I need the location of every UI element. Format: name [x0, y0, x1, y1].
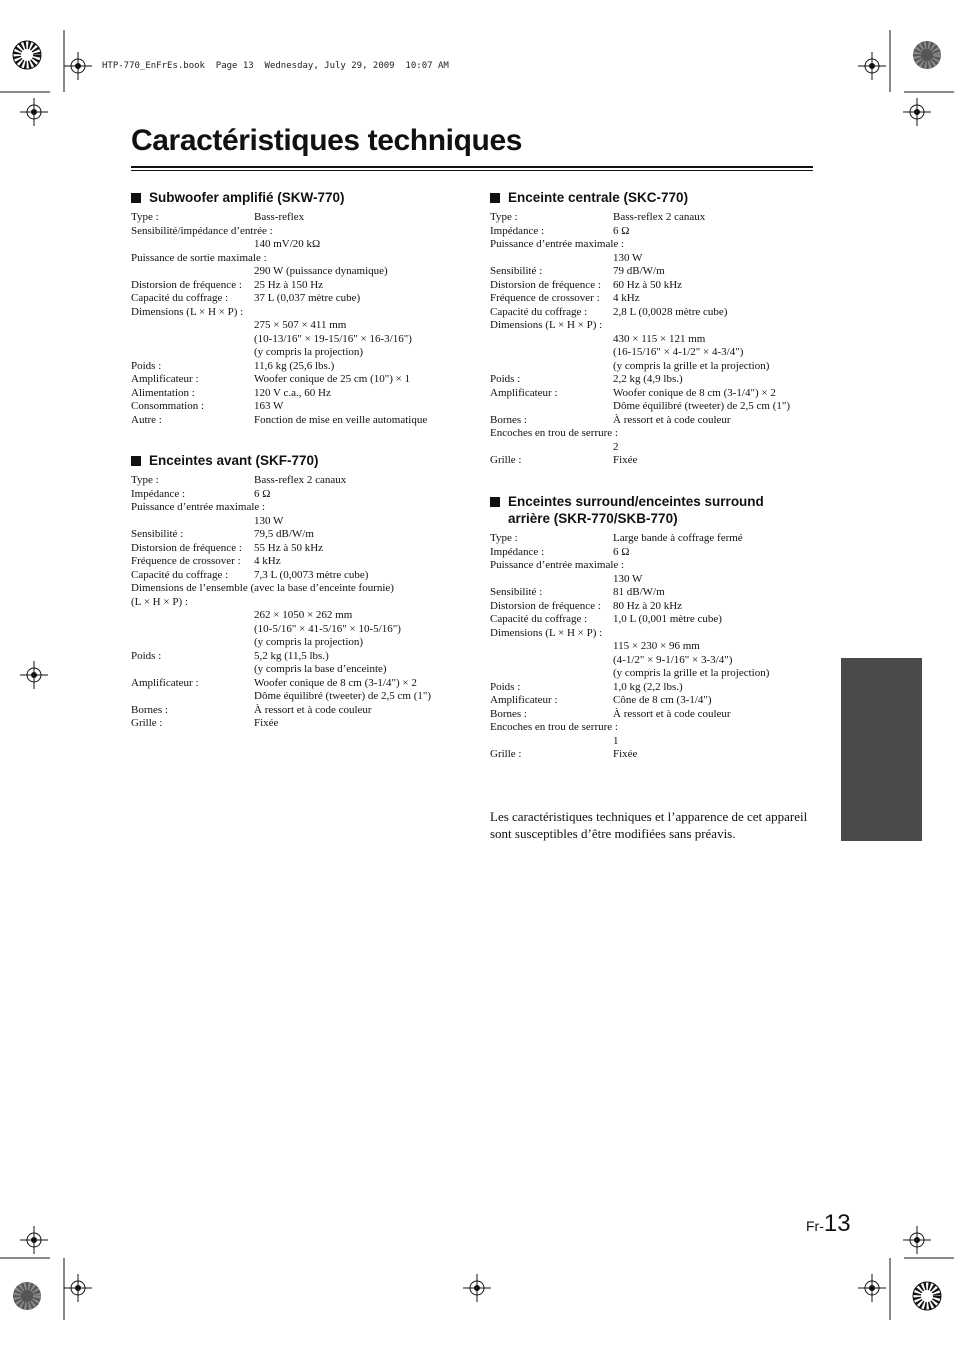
spec-row [490, 373, 820, 387]
spec-row [490, 586, 800, 600]
spec-row [131, 555, 461, 569]
spec-row [490, 546, 800, 560]
spec-value: Bass-reflex [254, 211, 305, 223]
spec-row-continuation: (y compris la projection) [254, 346, 364, 358]
spec-label: Poids : [131, 649, 162, 662]
spec-row-continuation: (16-15/16" × 4-1/2" × 4-3/4") [613, 346, 744, 358]
spec-value: 60 Hz à 50 kHz [613, 278, 683, 291]
spec-row-continuation: 115 × 230 × 96 mm [613, 640, 700, 652]
spec-row-continuation: Dôme équilibré (tweeter) de 2,5 cm (1") [254, 690, 432, 702]
disclaimer-note: Les caractéristiques techniques et l’apparence de cet appareil sont susceptibles d’être modifiées sans préavis. [490, 809, 808, 841]
spec-row [131, 279, 461, 293]
spec-row-continuation: 1 [613, 734, 619, 747]
spec-label: Fréquence de crossover : [131, 555, 241, 567]
spec-value: 2,8 L (0,0028 mètre cube) [613, 305, 728, 318]
spec-row [131, 650, 461, 664]
spec-row-label: Encoches en trou de serrure : [490, 721, 618, 733]
registration-mark-icon [903, 1226, 931, 1254]
spec-label: Impédance : [490, 224, 545, 237]
spec-list [490, 532, 800, 762]
spec-value: 25 Hz à 150 Hz [254, 278, 324, 291]
spec-value: 79 dB/W/m [613, 265, 665, 277]
registration-mark-icon [20, 98, 48, 126]
spec-label: Grille : [490, 454, 522, 466]
spec-row-continuation: 275 × 507 × 411 mm [254, 319, 347, 331]
spec-value: Bass-reflex 2 canaux [254, 474, 347, 486]
spec-row-continuation: 290 W (puissance dynamique) [254, 265, 388, 277]
spec-label: Capacité du coffrage : [131, 292, 229, 304]
spec-row [490, 279, 820, 293]
spec-value: À ressort et à code couleur [254, 703, 372, 716]
spec-row-label: Dimensions (L × H × P) : [490, 319, 603, 331]
spec-row [131, 704, 461, 718]
spec-row-label: Sensibilité/impédance d’entrée : [131, 224, 273, 237]
spec-value: 1,0 kg (2,2 lbs.) [613, 680, 683, 693]
spec-label: Type : [490, 211, 518, 223]
spec-row [131, 542, 461, 556]
spec-row [131, 211, 461, 225]
spec-value: Fixée [254, 717, 279, 729]
spec-row-continuation: (4-1/2" × 9-1/16" × 3-3/4") [613, 653, 733, 666]
spec-label: Autre : [131, 413, 162, 426]
side-tab [841, 658, 922, 841]
spec-row [490, 708, 800, 722]
spec-label: Impédance : [131, 487, 186, 500]
spec-label: Impédance : [490, 545, 545, 558]
spec-row [131, 569, 461, 583]
spec-value: Large bande à coffrage fermé [613, 532, 743, 544]
spec-row [490, 306, 820, 320]
spec-row-label: Encoches en trou de serrure : [490, 427, 618, 439]
spec-row [131, 373, 461, 387]
spec-label: Amplificateur : [131, 373, 199, 385]
spec-row [490, 613, 800, 627]
spec-row [490, 211, 820, 225]
color-wheel-icon [912, 1281, 942, 1311]
spec-row [131, 474, 461, 488]
section-heading: Enceinte centrale (SKC-770) [490, 189, 820, 206]
spec-value: Woofer conique de 25 cm (10") × 1 [254, 373, 411, 385]
spec-value: 4 kHz [613, 292, 640, 304]
registration-mark-icon [463, 1274, 491, 1302]
section-front [131, 452, 461, 731]
spec-row-continuation: (y compris la grille et la projection) [613, 359, 770, 372]
spec-row [490, 387, 820, 401]
spec-row-continuation: Dôme équilibré (tweeter) de 2,5 cm (1") [613, 400, 791, 412]
spec-label: Poids : [490, 373, 521, 385]
spec-label: Sensibilité : [131, 528, 184, 540]
color-wheel-icon [12, 1281, 42, 1311]
spec-row-continuation: 130 W [613, 572, 643, 585]
spec-label: Consommation : [131, 400, 205, 412]
spec-row [131, 414, 461, 428]
page-number [806, 1210, 851, 1238]
spec-row [131, 677, 461, 691]
spec-label: Sensibilité : [490, 265, 543, 277]
spec-row-continuation: 130 W [254, 514, 284, 527]
section-surround [490, 493, 800, 762]
spec-label: Bornes : [490, 707, 527, 720]
spec-row-label: (L × H × P) : [131, 595, 188, 608]
spec-row-continuation: 430 × 115 × 121 mm [613, 332, 706, 345]
spec-value: 1,0 L (0,001 mètre cube) [613, 613, 722, 625]
spec-value: 163 W [254, 400, 284, 412]
spec-row-label: Puissance d’entrée maximale : [131, 501, 266, 513]
spec-row-label: Dimensions de l’ensemble (avec la base d’enceinte fournie) [131, 582, 394, 594]
spec-row-continuation: (10-5/16" × 41-5/16" × 10-5/16") [254, 622, 401, 635]
spec-row-continuation: (y compris la grille et la projection) [613, 667, 770, 679]
spec-label: Amplificateur : [131, 676, 199, 689]
spec-row [490, 265, 820, 279]
spec-row-continuation: (y compris la base d’enceinte) [254, 663, 387, 675]
page-number-value: 13 [823, 1210, 851, 1237]
registration-mark-icon [858, 52, 886, 80]
section-subwoofer [131, 189, 461, 427]
spec-value: 120 V c.a., 60 Hz [254, 386, 331, 399]
spec-row [131, 528, 461, 542]
spec-label: Alimentation : [131, 386, 195, 399]
spec-row [490, 748, 800, 762]
spec-row [131, 717, 461, 731]
page-title: Caractéristiques techniques [131, 124, 523, 157]
book-header: HTP-770_EnFrEs.book Page 13 Wednesday, July 29, 2009 10:07 AM [102, 61, 449, 71]
spec-row [490, 681, 800, 695]
registration-mark-icon [20, 1226, 48, 1254]
spec-row [131, 400, 461, 414]
section-heading: Enceintes surround/enceintes surround arrière (SKR-770/SKB-770) [490, 493, 800, 527]
spec-value: 7,3 L (0,0073 mètre cube) [254, 568, 369, 581]
page-prefix: Fr- [806, 1218, 824, 1234]
spec-label: Capacité du coffrage : [131, 568, 229, 581]
spec-value: Fonction de mise en veille automatique [254, 413, 428, 426]
spec-row-label: Puissance de sortie maximale : [131, 251, 267, 264]
spec-label: Amplificateur : [490, 694, 558, 706]
section-heading: Subwoofer amplifié (SKW-770) [131, 189, 461, 206]
spec-value: 81 dB/W/m [613, 586, 665, 598]
spec-value: Fixée [613, 748, 638, 760]
spec-label: Grille : [490, 748, 522, 760]
spec-list [131, 474, 461, 731]
registration-mark-icon [20, 661, 48, 689]
spec-row [490, 225, 820, 239]
spec-row [490, 600, 800, 614]
spec-label: Type : [490, 532, 518, 544]
spec-row-label: Dimensions (L × H × P) : [131, 305, 244, 318]
spec-row [490, 532, 800, 546]
spec-row [490, 694, 800, 708]
spec-value: 6 Ω [254, 487, 271, 500]
spec-row [131, 360, 461, 374]
spec-row-continuation: 2 [613, 440, 619, 453]
spec-row-label: Puissance d’entrée maximale : [490, 559, 625, 571]
spec-value: 6 Ω [613, 224, 630, 237]
spec-label: Distorsion de fréquence : [490, 599, 601, 612]
spec-value: 11,6 kg (25,6 lbs.) [254, 359, 335, 372]
spec-value: Fixée [613, 454, 638, 466]
spec-value: 5,2 kg (11,5 lbs.) [254, 649, 329, 662]
spec-value: À ressort et à code couleur [613, 707, 731, 720]
registration-mark-icon [903, 98, 931, 126]
spec-list [131, 211, 461, 427]
spec-value: À ressort et à code couleur [613, 413, 731, 426]
spec-label: Bornes : [490, 413, 527, 426]
spec-row-continuation: 262 × 1050 × 262 mm [254, 609, 353, 621]
spec-label: Poids : [131, 359, 162, 372]
spec-value: Woofer conique de 8 cm (3-1/4") × 2 [254, 676, 417, 689]
spec-value: Woofer conique de 8 cm (3-1/4") × 2 [613, 386, 776, 399]
spec-value: Cône de 8 cm (3-1/4") [613, 694, 712, 706]
spec-value: 2,2 kg (4,9 lbs.) [613, 373, 683, 385]
title-divider [131, 166, 813, 171]
spec-label: Amplificateur : [490, 386, 558, 399]
spec-row-continuation: (y compris la projection) [254, 636, 364, 648]
spec-label: Grille : [131, 717, 163, 729]
spec-value: 37 L (0,037 mètre cube) [254, 292, 361, 304]
spec-value: Bass-reflex 2 canaux [613, 211, 706, 223]
spec-row [131, 387, 461, 401]
registration-mark-icon [64, 52, 92, 80]
color-wheel-icon [912, 40, 942, 70]
spec-value: 79,5 dB/W/m [254, 528, 314, 540]
spec-value: 55 Hz à 50 kHz [254, 541, 324, 554]
spec-row [490, 454, 820, 468]
spec-value: 4 kHz [254, 555, 281, 567]
spec-label: Distorsion de fréquence : [131, 278, 242, 291]
spec-label: Capacité du coffrage : [490, 613, 588, 625]
spec-list [490, 211, 820, 468]
spec-label: Sensibilité : [490, 586, 543, 598]
spec-row [131, 488, 461, 502]
spec-label: Type : [131, 474, 159, 486]
spec-label: Distorsion de fréquence : [490, 278, 601, 291]
spec-label: Bornes : [131, 703, 168, 716]
spec-value: 6 Ω [613, 545, 630, 558]
spec-row [490, 414, 820, 428]
spec-row-continuation: 140 mV/20 kΩ [254, 238, 321, 250]
spec-row-label: Dimensions (L × H × P) : [490, 626, 603, 639]
spec-label: Poids : [490, 680, 521, 693]
spec-value: 80 Hz à 20 kHz [613, 599, 683, 612]
registration-mark-icon [858, 1274, 886, 1302]
spec-row [131, 292, 461, 306]
registration-mark-icon [64, 1274, 92, 1302]
section-center [490, 189, 820, 468]
spec-label: Distorsion de fréquence : [131, 541, 242, 554]
spec-row-continuation: (10-13/16" × 19-15/16" × 16-3/16") [254, 332, 412, 345]
section-heading: Enceintes avant (SKF-770) [131, 452, 461, 469]
spec-row [490, 292, 820, 306]
color-wheel-icon [12, 40, 42, 70]
spec-label: Capacité du coffrage : [490, 305, 588, 318]
spec-row-continuation: 130 W [613, 251, 643, 264]
spec-label: Fréquence de crossover : [490, 292, 600, 304]
spec-label: Type : [131, 211, 159, 223]
spec-row-label: Puissance d’entrée maximale : [490, 238, 625, 250]
